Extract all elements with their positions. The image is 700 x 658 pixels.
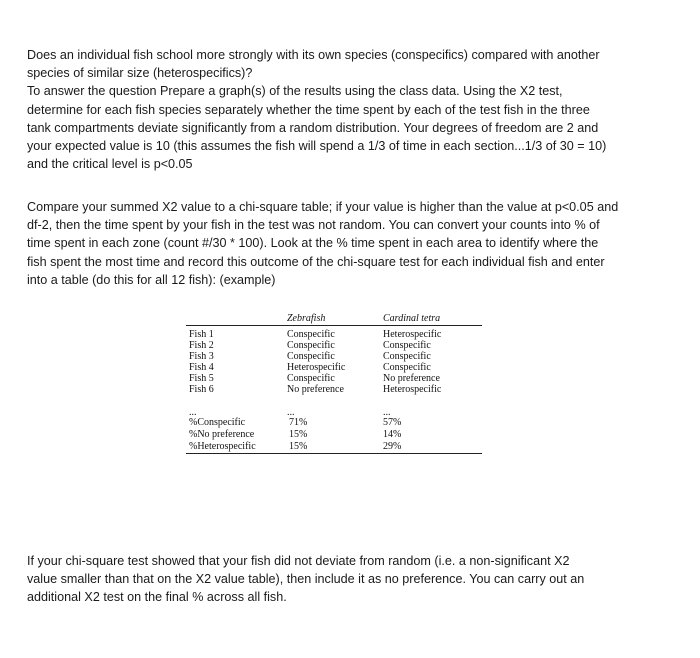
question-block [27, 46, 692, 173]
table-cell: No preference [383, 373, 440, 384]
summary-label: %No preference [189, 429, 255, 440]
paragraph-line: into a table (do this for all 12 fish): (example) [27, 272, 276, 287]
intro-line: determine for each fish species separately whether the time spent by each of the test fish in the three [27, 102, 590, 117]
table-cell: Heterospecific [383, 329, 442, 340]
table-cell: Conspecific [287, 351, 335, 362]
question-line: species of similar size (heterospecifics)? [27, 66, 253, 81]
row-label: Fish 3 [189, 351, 214, 362]
ellipsis: ... [189, 407, 197, 418]
intro-line: To answer the question Prepare a graph(s) of the results using the class data. Using the X2 test, [27, 84, 563, 99]
paragraph-line: Compare your summed X2 value to a chi-square table; if your value is higher than the value at p<0.05 and [27, 200, 619, 214]
paragraph-line: additional X2 test on the final % across all fish. [27, 590, 287, 605]
ellipsis: ... [383, 407, 391, 418]
row-label: Fish 6 [189, 384, 214, 395]
row-label: Fish 1 [189, 329, 214, 340]
summary-value: 15% [289, 441, 308, 452]
paragraph-line: fish spent the most time and record this outcome of the chi-square test for each individual fish and enter [27, 254, 605, 269]
paragraph-line: df-2, then the time spent by your fish in the test was not random. You can convert your counts into % of [27, 218, 600, 233]
summary-value: 14% [383, 429, 402, 440]
intro-line: your expected value is 10 (this assumes the fish will spend a 1/3 of time in each section...1/3 of 30 = 10) [27, 139, 607, 154]
table-rule-top [186, 325, 482, 326]
table-cell: Heterospecific [287, 362, 346, 373]
table-cell: Conspecific [383, 351, 431, 362]
summary-label: %Heterospecific [189, 441, 256, 452]
summary-value: 71% [289, 417, 308, 428]
paragraph-line: value smaller than that on the X2 value table), then include it as no preference. You can carry out an [27, 572, 585, 587]
paragraph-line: If your chi-square test showed that your fish did not deviate from random (i.e. a non-significant X2 [27, 554, 570, 568]
table-cell: Conspecific [287, 340, 335, 351]
table-cell: Conspecific [287, 373, 335, 384]
column-header-zebrafish: Zebrafish [287, 313, 326, 324]
table-cell: Conspecific [383, 362, 431, 373]
row-label: Fish 4 [189, 362, 214, 373]
ellipsis: ... [287, 407, 295, 418]
summary-label: %Conspecific [189, 417, 246, 428]
table-cell: No preference [287, 384, 344, 395]
conclusion-paragraph [27, 552, 692, 607]
intro-line: and the critical level is p<0.05 [27, 157, 193, 172]
intro-line: tank compartments deviate significantly from a random distribution. Your degrees of freedom are 2 and [27, 120, 599, 135]
summary-value: 29% [383, 441, 402, 452]
row-label: Fish 5 [189, 373, 214, 384]
question-line: Does an individual fish school more strongly with its own species (conspecifics) compared with another [27, 48, 600, 62]
summary-value: 57% [383, 417, 402, 428]
table-rule-bottom [186, 453, 482, 454]
summary-value: 15% [289, 429, 308, 440]
table-cell: Heterospecific [383, 384, 442, 395]
table-cell: Conspecific [383, 340, 431, 351]
row-label: Fish 2 [189, 340, 214, 351]
instructions-paragraph [27, 198, 692, 289]
table-cell: Conspecific [287, 329, 335, 340]
column-header-cardinal-tetra: Cardinal tetra [383, 313, 441, 324]
paragraph-line: time spent in each zone (count #/30 * 100). Look at the % time spent in each area to identify where the [27, 236, 599, 251]
